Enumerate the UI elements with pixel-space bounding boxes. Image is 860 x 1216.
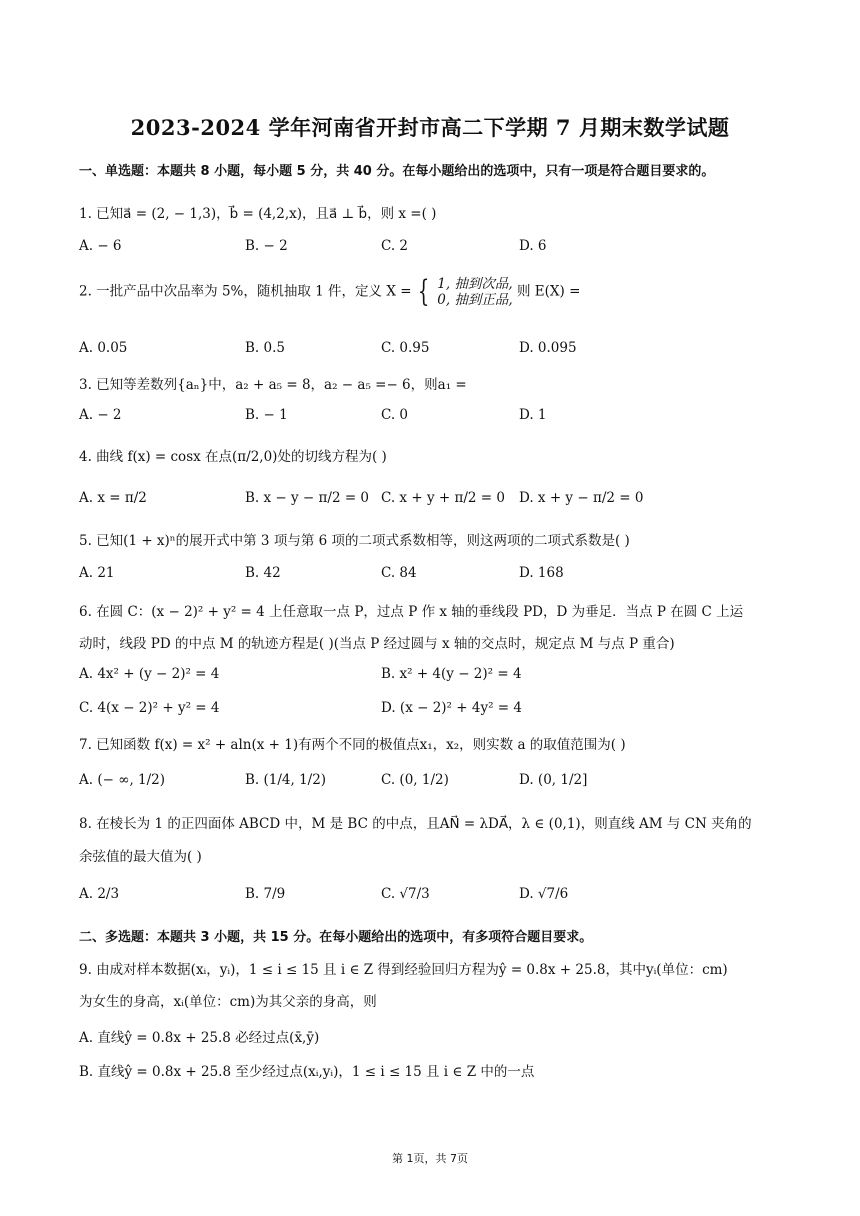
q2-stem-prefix: 2. 一批产品中次品率为 5%，随机抽取 1 件，定义 X =	[79, 283, 412, 300]
q2-option-c: C. 0.95	[381, 340, 430, 356]
q1-option-a: A. − 6	[79, 238, 122, 254]
q2-option-d: D. 0.095	[519, 340, 577, 356]
q7-option-a: A. (− ∞, 1/2)	[79, 772, 166, 788]
q2-brace: {	[417, 274, 430, 309]
question-4-options	[79, 490, 779, 512]
question-6-stem-line-2: 动时，线段 PD 的中点 M 的轨迹方程是( )(当点 P 经过圆与 x 轴的交点时，规定点 M 与点 P 重合)	[79, 636, 675, 652]
q4-option-c: C. x + y + π/2 = 0	[381, 490, 505, 506]
q9-option-a: A. 直线ŷ = 0.8x + 25.8 必经过点(x̄,ȳ)	[79, 1030, 320, 1046]
q5-option-c: C. 84	[381, 565, 417, 581]
q8-option-d: D. √7/6	[519, 886, 569, 902]
question-3-options	[79, 407, 779, 429]
q9-option-b: B. 直线ŷ = 0.8x + 25.8 至少经过点(xᵢ,yᵢ)，1 ≤ i ≤ 15 且 i ∈ Z 中的一点	[79, 1064, 535, 1080]
q2-stem-suffix: 则 E(X) =	[517, 283, 581, 300]
q4-option-a: A. x = π/2	[79, 490, 147, 506]
q6-option-a: A. 4x² + (y − 2)² = 4	[79, 666, 220, 682]
question-8-options	[79, 886, 779, 908]
q5-option-b: B. 42	[245, 565, 281, 581]
q2-case-2: 0, 抽到正品,	[437, 292, 513, 308]
page-title: 2023-2024 学年河南省开封市高二下学期 7 月期末数学试题	[130, 115, 730, 140]
q1-option-b: B. − 2	[245, 238, 288, 254]
question-5-stem: 5. 已知(1 + x)ⁿ的展开式中第 3 项与第 6 项的二项式系数相等，则这两项的二项式系数是( )	[79, 533, 630, 549]
q1-option-d: D. 6	[519, 238, 547, 254]
page-footer: 第 1页，共 7页	[392, 1152, 468, 1165]
question-7-stem: 7. 已知函数 f(x) = x² + aln(x + 1)有两个不同的极值点x₁，x₂，则实数 a 的取值范围为( )	[79, 737, 626, 753]
q3-option-b: B. − 1	[245, 407, 288, 423]
q7-option-b: B. (1/4, 1/2)	[245, 772, 327, 788]
question-2-options	[79, 340, 779, 362]
question-1-stem: 1. 已知a⃗ = (2, − 1,3)，b⃗ = (4,2,x)，且a⃗ ⊥ b⃗，则 x =( )	[79, 206, 437, 222]
q8-option-b: B. 7/9	[245, 886, 286, 902]
q2-option-b: B. 0.5	[245, 340, 285, 356]
q7-option-c: C. (0, 1/2)	[381, 772, 449, 788]
question-2-stem	[79, 276, 580, 308]
q2-case-1: 1, 抽到次品,	[437, 276, 513, 292]
q3-option-d: D. 1	[519, 407, 547, 423]
q5-option-d: D. 168	[519, 565, 564, 581]
question-4-stem: 4. 曲线 f(x) = cosx 在点(π/2,0)处的切线方程为( )	[79, 449, 387, 465]
q6-option-d: D. (x − 2)² + 4y² = 4	[381, 700, 522, 716]
q4-option-d: D. x + y − π/2 = 0	[519, 490, 644, 506]
question-7-options	[79, 772, 779, 794]
q2-option-a: A. 0.05	[79, 340, 128, 356]
q2-piecewise	[437, 276, 512, 308]
question-6-options-row-2	[79, 700, 779, 722]
question-1-options	[79, 238, 779, 260]
question-3-stem: 3. 已知等差数列{aₙ}中，a₂ + a₅ = 8，a₂ − a₅ =− 6，则a₁ =	[79, 377, 467, 393]
section-heading-single-choice: 一、单选题：本题共 8 小题，每小题 5 分，共 40 分。在每小题给出的选项中，只有一项是符合题目要求的。	[79, 164, 715, 179]
q6-option-c: C. 4(x − 2)² + y² = 4	[79, 700, 220, 716]
section-heading-multiple-choice: 二、多选题：本题共 3 小题，共 15 分。在每小题给出的选项中，有多项符合题目要求。	[79, 930, 593, 945]
q8-option-c: C. √7/3	[381, 886, 430, 902]
q5-option-a: A. 21	[79, 565, 115, 581]
q6-option-b: B. x² + 4(y − 2)² = 4	[381, 666, 522, 682]
question-8-stem-line-1: 8. 在棱长为 1 的正四面体 ABCD 中，M 是 BC 的中点，且AN⃗ = λDA⃗，λ ∈ (0,1)，则直线 AM 与 CN 夹角的	[79, 816, 752, 832]
q4-option-b: B. x − y − π/2 = 0	[245, 490, 370, 506]
q1-option-c: C. 2	[381, 238, 409, 254]
question-6-stem-line-1: 6. 在圆 C：(x − 2)² + y² = 4 上任意取一点 P，过点 P 作 x 轴的垂线段 PD，D 为垂足．当点 P 在圆 C 上运	[79, 604, 744, 620]
question-9-stem-line-2: 为女生的身高，xᵢ(单位：cm)为其父亲的身高，则	[79, 994, 377, 1010]
q3-option-a: A. − 2	[79, 407, 122, 423]
question-5-options	[79, 565, 779, 587]
question-8-stem-line-2: 余弦值的最大值为( )	[79, 849, 202, 865]
question-6-options-row-1	[79, 666, 779, 688]
question-9-stem-line-1: 9. 由成对样本数据(xᵢ，yᵢ)，1 ≤ i ≤ 15 且 i ∈ Z 得到经验回归方程为ŷ = 0.8x + 25.8，其中yᵢ(单位：cm)	[79, 962, 728, 978]
q7-option-d: D. (0, 1/2]	[519, 772, 588, 788]
q8-option-a: A. 2/3	[79, 886, 120, 902]
q3-option-c: C. 0	[381, 407, 409, 423]
